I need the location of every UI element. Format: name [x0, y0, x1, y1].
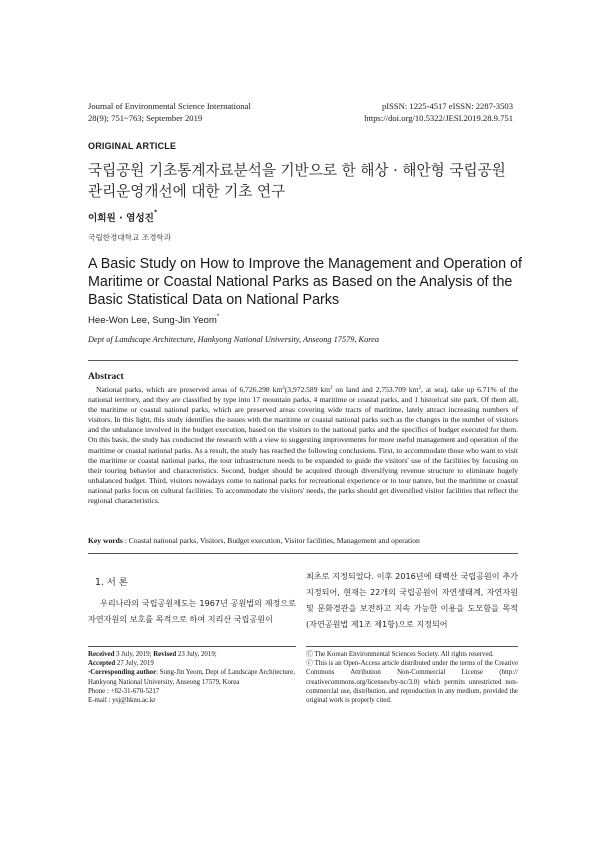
- divider-middle: [88, 553, 518, 554]
- divider-top: [88, 360, 518, 361]
- copyright-notice: Ⓒ The Korean Environmental Sciences Society. All rights reserved.: [306, 651, 494, 658]
- article-type: ORIGINAL ARTICLE: [88, 141, 177, 151]
- korean-title-line2: 관리운영개선에 대한 기초 연구: [88, 183, 286, 200]
- english-author-names: Hee-Won Lee, Sung-Jin Yeom: [88, 315, 217, 326]
- abstract-text: National parks, which are preserved areas of 6,726.298 $km^2(3,972.589$ $km^2$ on land and 2,753.709 $km^2$, at sea), take up 6.71% of the national territory, and they are classified by type into 17 mountain parks, 4 maritime or coastal parks, and 1 historical site park. Of them all, the maritime or coastal national parks, which are preserved areas covering wide tracts of maritime, lately attract increasing numbers of visitors. In this light, this study identifies the issues with the maritime or coastal national parks such as the changes in the number of visitors and the unbalance involved in the budget execution, based on the visitors to the national parks and the specifics of budget executed for them. On this basis, the study has conducted the research with a view to suggesting improvements for more useful management and operation of the maritime or coastal national parks. As a result, the study has reached the following conclusions. First, to accommodate those who want to visit the maritime or coastal national parks, the tour infrastructure needs to be expanded to guide the visitors' use of the facilities by focusing on their touring behavior and characteristics. Second, budget should be acquired through diversifying revenue structure to eliminate hugely unbalanced budget. Third, visitors nowadays come to national parks for recreational experience or to tour nature, but the maritime or coastal national parks focus on cultural facilities. To accommodate the visitors' needs, the parks should get diversified visitor facilities that reflect the regional characteristics.: [88, 385, 519, 506]
- korean-authors: [88, 210, 157, 224]
- issn: pISSN: 1225-4517 eISSN: 2287-3503: [381, 101, 513, 111]
- journal-identifiers: [364, 101, 513, 124]
- english-title: A Basic Study on How to Improve the Management and Operation of Maritime or Coastal National Parks as Based on the Analysis of the Basic Statistical Data on National Parks: [88, 256, 522, 308]
- volume-info: 28(9); 751~763; September 2019: [88, 112, 203, 123]
- english-authors: [88, 315, 219, 326]
- korean-author-mark: *: [153, 209, 158, 216]
- footnote-divider-left: [88, 646, 296, 647]
- korean-title: [88, 160, 518, 202]
- license-notice: ⓒ This is an Open-Access article distributed under the terms of the Creative Commons Attribution Non-Commercial License (http:// creativecommons.org/licenses/by-nc/3.0) which permits unrestricted non-commercial use, distribution, and reproduction in any medium, provided the original work is properly cited.: [306, 660, 518, 705]
- keywords-text: : Coastal national parks, Visitors, Budget execution, Visitor facilities, Management and operation: [122, 536, 420, 545]
- english-author-mark: *: [216, 314, 220, 320]
- korean-affiliation: 국립한경대학교 조경학과: [88, 233, 172, 242]
- footnote-article-info: [88, 650, 296, 705]
- email[interactable]: E-mail : ysj@hknu.ac.kr: [88, 697, 156, 705]
- journal-citation: [88, 101, 251, 124]
- english-affiliation: Dept of Landscape Architecture, Hankyong National University, Anseong 17579, Korea: [88, 335, 379, 344]
- body-right-column: 최초로 지정되었다. 이후 2016년에 태백산 국립공원이 추가 지정되어, 현재는 22개의 국립공원이 자연생태계, 자연자원 및 문화경관을 보전하고 지속 가능한 이용을 도모함을 목적(자연공원법 제1조 제1항)으로 지정되어: [306, 571, 518, 629]
- doi-link[interactable]: https://doi.org/10.5322/JESI.2019.28.9.751: [364, 112, 513, 123]
- abstract-heading: Abstract: [88, 371, 124, 382]
- dates-line2: Accepted 27 July, 2019: [88, 660, 154, 668]
- corresponding-author: *Corresponding author: Sung-Jin Yeom, Dept of Landscape Architecture, Hankyong National University, Anseong 17579, Korea: [88, 669, 295, 686]
- dates-line1: Received 3 July, 2019; Revised 23 July, 2019;: [88, 651, 217, 658]
- footnote-license: [306, 650, 518, 705]
- journal-name: Journal of Environmental Science International: [88, 101, 251, 111]
- keywords-label: Key words: [88, 536, 123, 545]
- body-left-column: 우리나라의 국립공원제도는 1967년 공원법의 제정으로 자연자원의 보호를 목적으로 하여 지리산 국립공원이: [88, 598, 296, 624]
- korean-title-line1: 국립공원 기초통계자료분석을 기반으로 한 해상 · 해안형 국립공원: [88, 162, 506, 179]
- keywords: [88, 536, 518, 545]
- section-heading: 1. 서 론: [95, 577, 128, 588]
- korean-author-names: 이희원 · 염성진: [88, 213, 154, 224]
- footnote-divider-right: [306, 646, 518, 647]
- phone: Phone : +82-31-670-5217: [88, 687, 160, 695]
